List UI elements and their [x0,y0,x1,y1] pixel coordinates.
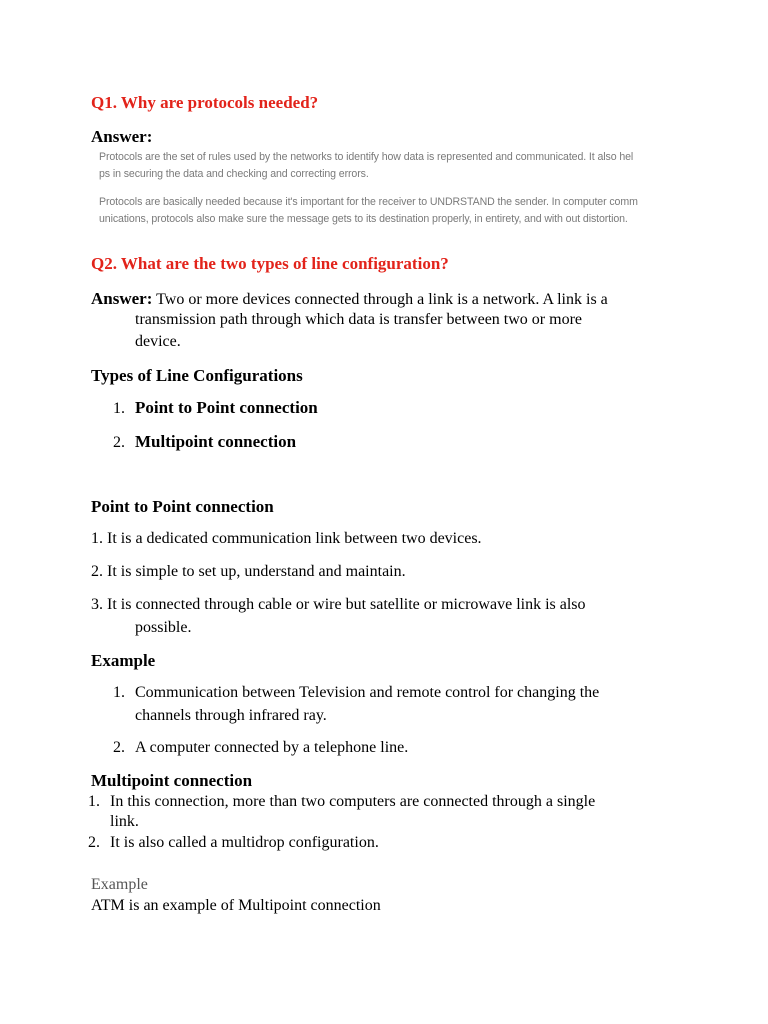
q2-answer-text: transmission path through which data is transfer between two or more [135,311,582,328]
multipoint-num: 2. [88,834,100,851]
example-text: channels through infrared ray. [135,707,327,724]
screenshot-line: Protocols are the set of rules used by the networks to identify how data is represented and communicated. It also hel [99,151,634,163]
example-text: A computer connected by a telephone line. [135,739,409,756]
multipoint-num: 1. [88,793,100,810]
p2p-point: 3. It is connected through cable or wire but satellite or microwave link is also [91,596,586,613]
multipoint-text: In this connection, more than two computers are connected through a single [110,793,596,810]
screenshot-line: unications, protocols also make sure the message gets to its destination properly, in entirety, and with out distortion. [99,213,628,225]
example-text: Communication between Television and remote control for changing the [135,684,600,701]
type-item-multipoint: Multipoint connection [135,432,297,451]
q2-question: Q2. What are the two types of line configuration? [91,254,449,273]
q1-answer-label: Answer: [91,127,153,146]
multipoint-example-label: Example [91,876,148,893]
q2-answer-line [91,289,608,309]
p2p-point: possible. [135,619,192,636]
types-num: 2. [113,434,125,451]
example-num: 1. [113,684,125,701]
p2p-heading: Point to Point connection [91,497,274,516]
screenshot-line: ps in securing the data and checking and correcting errors. [99,168,369,180]
multipoint-text: It is also called a multidrop configuration. [110,834,379,851]
p2p-point: 2. It is simple to set up, understand and maintain. [91,563,406,580]
q2-answer-text: Two or more devices connected through a link is a network. A link is a [156,291,608,308]
p2p-point: 1. It is a dedicated communication link between two devices. [91,530,482,547]
multipoint-text: link. [110,813,139,830]
q1-question: Q1. Why are protocols needed? [91,93,319,112]
example-num: 2. [113,739,125,756]
types-heading: Types of Line Configurations [91,366,303,385]
screenshot-line: Protocols are basically needed because it's important for the receiver to UNDRSTAND the sender. In computer comm [99,196,638,208]
types-num: 1. [113,400,125,417]
q2-answer-text: device. [135,333,181,350]
type-item-point-to-point: Point to Point connection [135,398,318,417]
multipoint-example-text: ATM is an example of Multipoint connection [91,897,381,914]
multipoint-heading: Multipoint connection [91,771,253,790]
p2p-example-heading: Example [91,651,156,670]
q2-answer-label: Answer: [91,289,153,308]
